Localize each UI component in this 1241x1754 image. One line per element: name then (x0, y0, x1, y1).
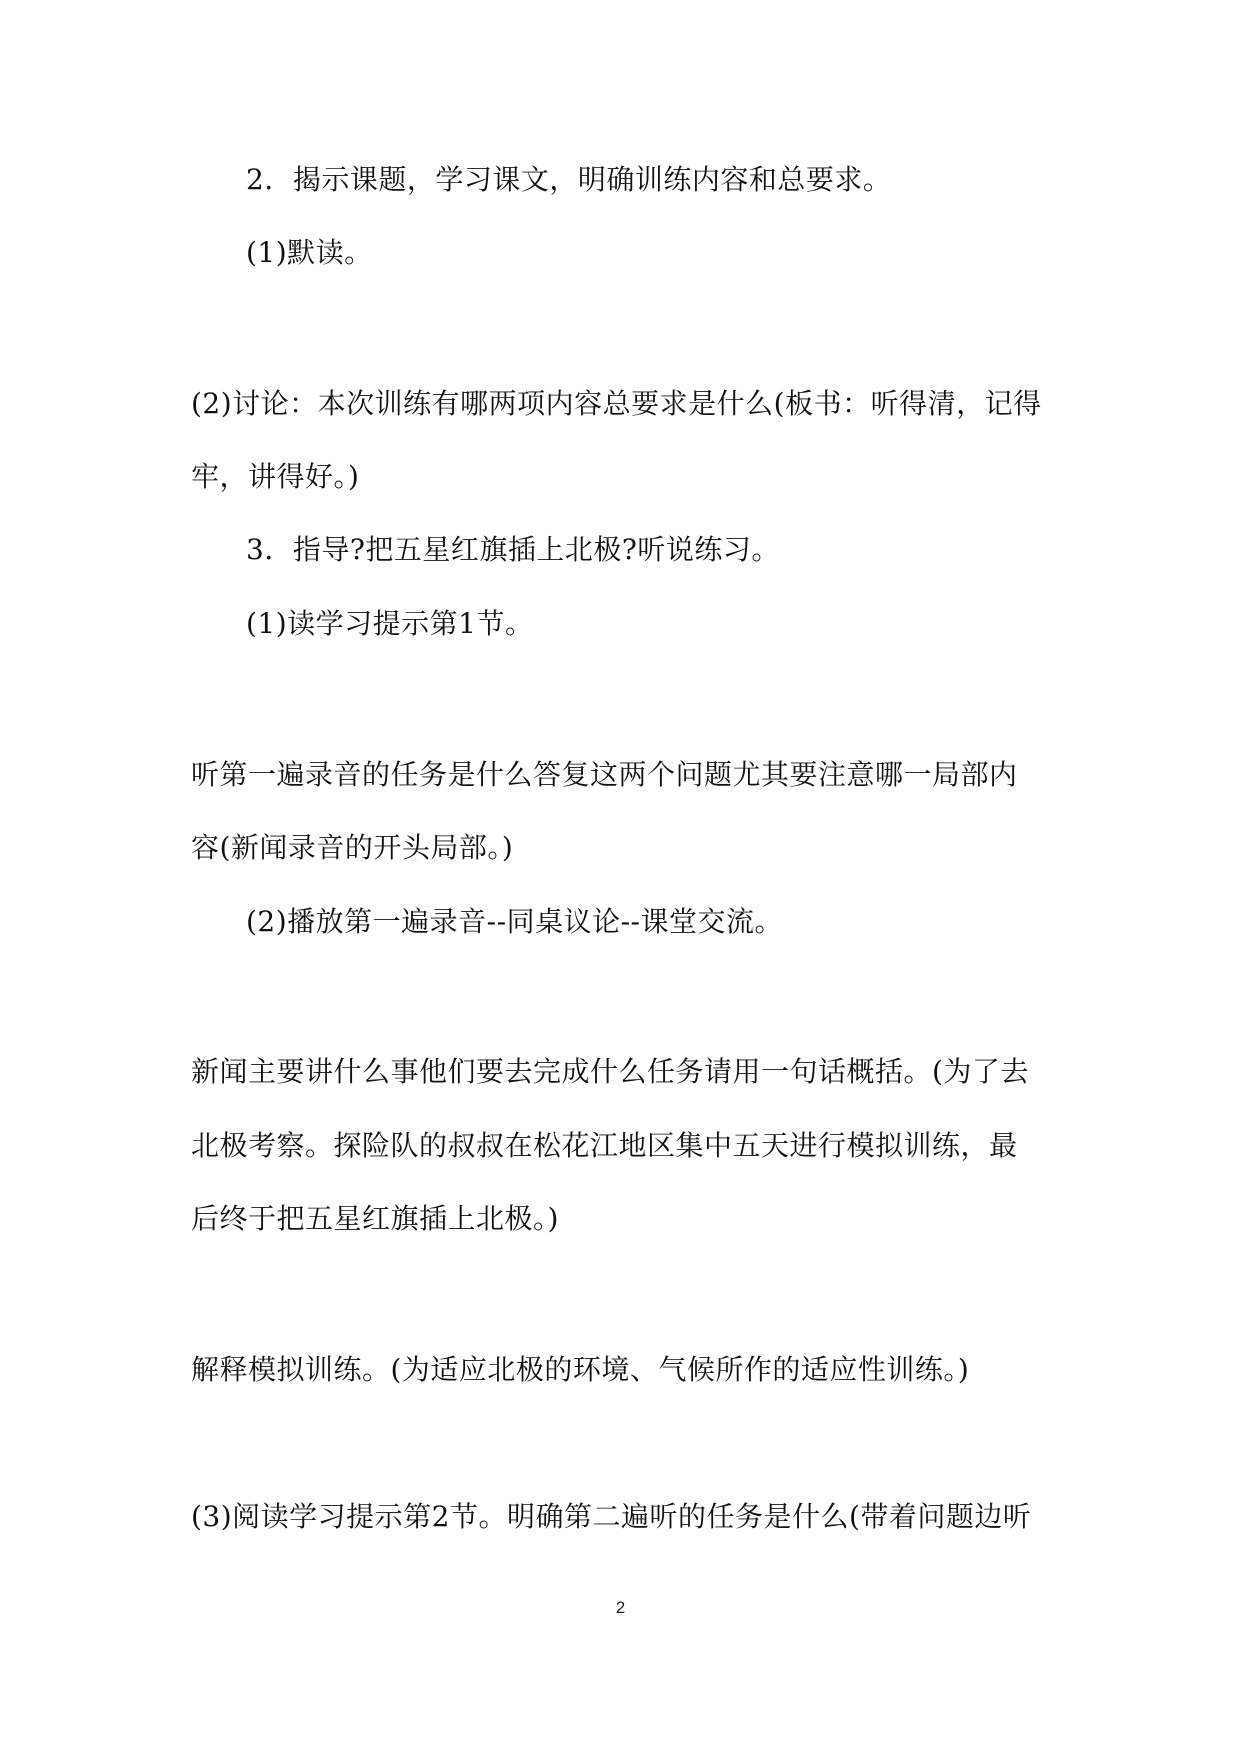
paragraph-news-summary-line-2: 北极考察。探险队的叔叔在松花江地区集中五天进行模拟训练，最 (191, 1129, 1018, 1162)
paragraph-discussion-line-1: (2)讨论：本次训练有哪两项内容总要求是什么(板书：听得清，记得 (191, 387, 1042, 420)
paragraph-first-listening-line-1: 听第一遍录音的任务是什么答复这两个问题尤其要注意哪一局部内 (191, 758, 1018, 791)
page-number: 2 (615, 1598, 626, 1617)
paragraph-silent-reading: (1)默读。 (246, 236, 373, 269)
paragraph-read-tip-1: (1)读学习提示第1节。 (246, 607, 534, 640)
step-3-heading: 3．指导?把五星红旗插上北极?听说练习。 (246, 533, 780, 566)
paragraph-explain-training: 解释模拟训练。(为适应北极的环境、气候所作的适应性训练。) (191, 1353, 970, 1386)
paragraph-read-tip-2: (3)阅读学习提示第2节。明确第二遍听的任务是什么(带着问题边听 (191, 1500, 1032, 1533)
paragraph-first-listening-line-2: 容(新闻录音的开头局部。) (191, 831, 514, 864)
paragraph-discussion-line-2: 牢，讲得好。) (191, 460, 360, 493)
paragraph-play-recording: (2)播放第一遍录音--同桌议论--课堂交流。 (246, 905, 784, 938)
step-2-heading: 2．揭示课题，学习课文，明确训练内容和总要求。 (246, 163, 892, 196)
paragraph-news-summary-line-1: 新闻主要讲什么事他们要去完成什么任务请用一句话概括。(为了去 (191, 1055, 1029, 1088)
paragraph-news-summary-line-3: 后终于把五星红旗插上北极。) (191, 1202, 559, 1235)
